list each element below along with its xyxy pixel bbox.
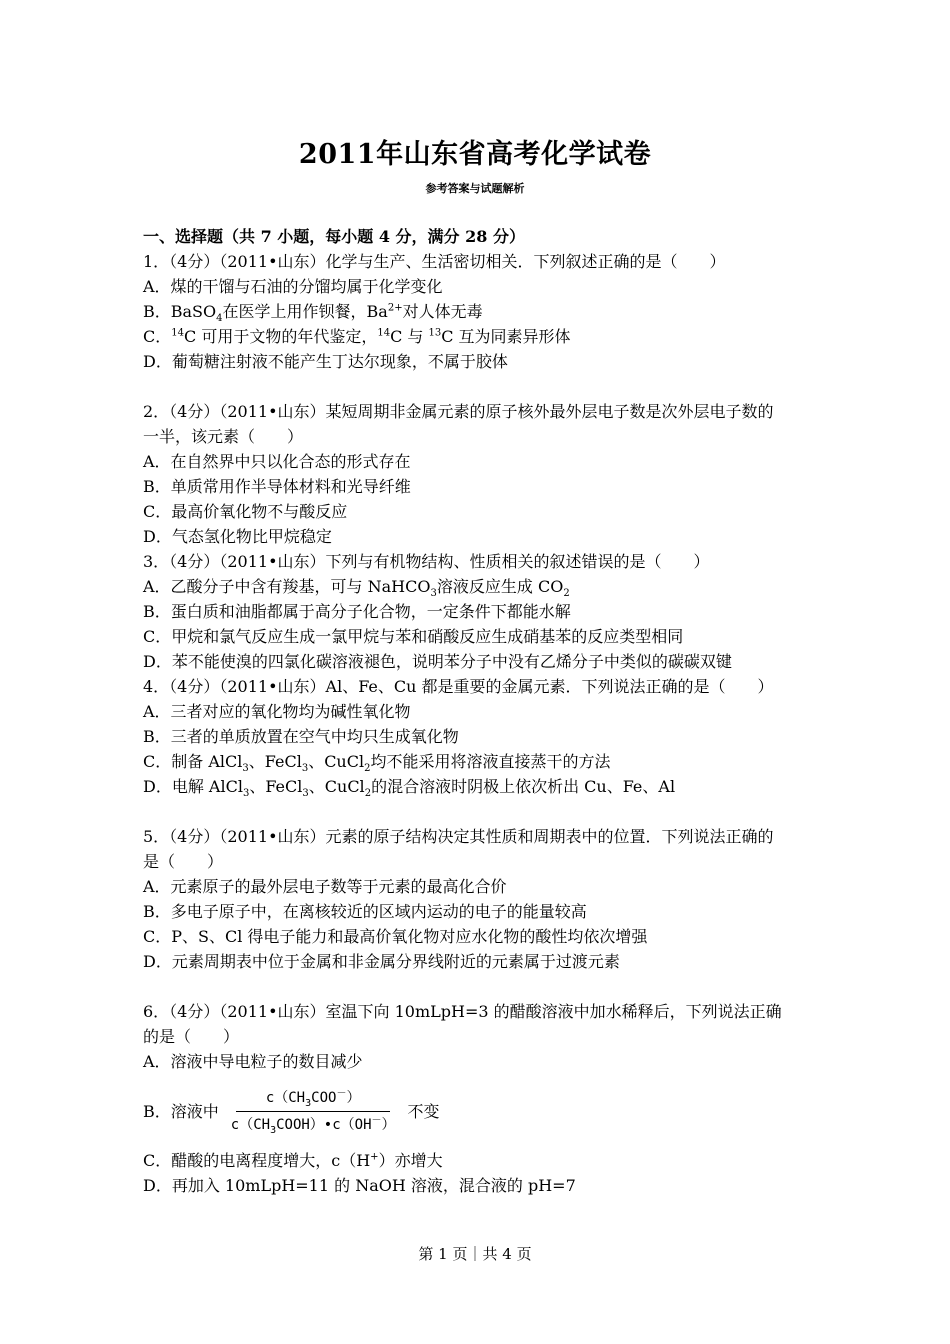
q4-option-a: A．三者对应的氧化物均为碱性氧化物 — [143, 702, 411, 721]
q2-option-d: D．气态氢化物比甲烷稳定 — [143, 527, 332, 546]
q6-option-b-label: B．溶液中 — [143, 1101, 219, 1121]
q6-option-d: D．再加入 10mLpH=11 的 NaOH 溶液，混合液的 pH=7 — [143, 1176, 576, 1195]
page-title: 2011年山东省高考化学试卷 — [298, 139, 652, 170]
q6-option-b — [143, 1078, 823, 1144]
q1-option-b: B．BaSO$_4$在医学上用作钡餐，$Ba^{2+}$对人体无毒 — [143, 302, 483, 325]
page-footer: 第 1 页｜共 4 页 — [418, 1245, 532, 1263]
q5-option-b: B．多电子原子中，在离核较近的区域内运动的电子的能量较高 — [143, 902, 587, 921]
q2-stem-line2: 一半，该元素（ ） — [143, 427, 304, 446]
q6-option-a: A．溶液中导电粒子的数目减少 — [143, 1052, 363, 1071]
fraction — [221, 1088, 406, 1135]
exam-content — [143, 224, 823, 1198]
q1-option-c: C．$^{14}$C 可用于文物的年代鉴定，$^{14}$C 与 $^{13}$C 互为同素异形体 — [143, 327, 571, 346]
q1-stem: 1．（4分）（2011•山东）化学与生产、生活密切相关．下列叙述正确的是（ ） — [143, 252, 726, 271]
q2-stem-line1: 2．（4分）（2011•山东）某短周期非金属元素的原子核外最外层电子数是次外层电子数的 — [143, 402, 774, 421]
fraction-denominator: $c(CH_3COOH)•c(OH^-)$ — [230, 1114, 396, 1136]
q3-option-d: D．苯不能使溴的四氯化碳溶液褪色，说明苯分子中没有乙烯分子中类似的碳碳双键 — [143, 652, 732, 671]
q3-option-b: B．蛋白质和油脂都属于高分子化合物，一定条件下都能水解 — [143, 602, 571, 621]
q2-option-a: A．在自然界中只以化合态的形式存在 — [143, 452, 411, 471]
q4-option-c: C．制备 AlCl$_3$、FeCl$_3$、CuCl$_2$均不能采用将溶液直接蒸干的方法 — [143, 752, 611, 775]
q2-option-c: C．最高价氧化物不与酸反应 — [143, 502, 348, 521]
q5-stem-line1: 5．（4分）（2011•山东）元素的原子结构决定其性质和周期表中的位置．下列说法正确的 — [143, 827, 774, 846]
q5-option-c: C．P、S、Cl 得电子能力和最高价氧化物对应水化物的酸性均依次增强 — [143, 927, 648, 946]
q4-stem: 4．（4分）（2011•山东）Al、Fe、Cu 都是重要的金属元素．下列说法正确的是（ ） — [143, 677, 774, 696]
page-subtitle: 参考答案与试题解析 — [425, 182, 525, 195]
q6-option-c: C．醋酸的电离程度增大，c（H+）亦增大 — [143, 1151, 443, 1170]
q3-option-c: C．甲烷和氯气反应生成一氯甲烷与苯和硝酸反应生成硝基苯的反应类型相同 — [143, 627, 684, 646]
q5-stem-line2: 是（ ） — [143, 852, 224, 871]
fraction-numerator: $c(CH_3COO^-)$ — [236, 1088, 391, 1112]
q1-option-a: A．煤的干馏与石油的分馏均属于化学变化 — [143, 277, 443, 296]
q2-option-b: B．单质常用作半导体材料和光导纤维 — [143, 477, 411, 496]
q4-option-b: B．三者的单质放置在空气中均只生成氧化物 — [143, 727, 459, 746]
q6-stem-line1: 6．（4分）（2011•山东）室温下向 10mLpH=3 的醋酸溶液中加水稀释后，下列说法正确 — [143, 1002, 782, 1021]
q5-option-d: D．元素周期表中位于金属和非金属分界线附近的元素属于过渡元素 — [143, 952, 620, 971]
q6-stem-line2: 的是（ ） — [143, 1027, 240, 1046]
q6-option-b-suffix: 不变 — [407, 1101, 440, 1121]
q5-option-a: A．元素原子的最外层电子数等于元素的最高化合价 — [143, 877, 507, 896]
q3-stem: 3．（4分）（2011•山东）下列与有机物结构、性质相关的叙述错误的是（ ） — [143, 552, 710, 571]
q3-option-a: A．乙酸分子中含有羧基，可与 NaHCO$_3$溶液反应生成 $CO_2$ — [143, 577, 570, 600]
section-header: 一、选择题（共 7 小题，每小题 4 分，满分 28 分） — [143, 227, 525, 246]
q4-option-d: D．电解 AlCl$_3$、FeCl$_3$、CuCl$_2$的混合溶液时阴极上依次析出 Cu、Fe、Al — [143, 777, 676, 800]
q1-option-d: D．葡萄糖注射液不能产生丁达尔现象，不属于胶体 — [143, 352, 508, 371]
